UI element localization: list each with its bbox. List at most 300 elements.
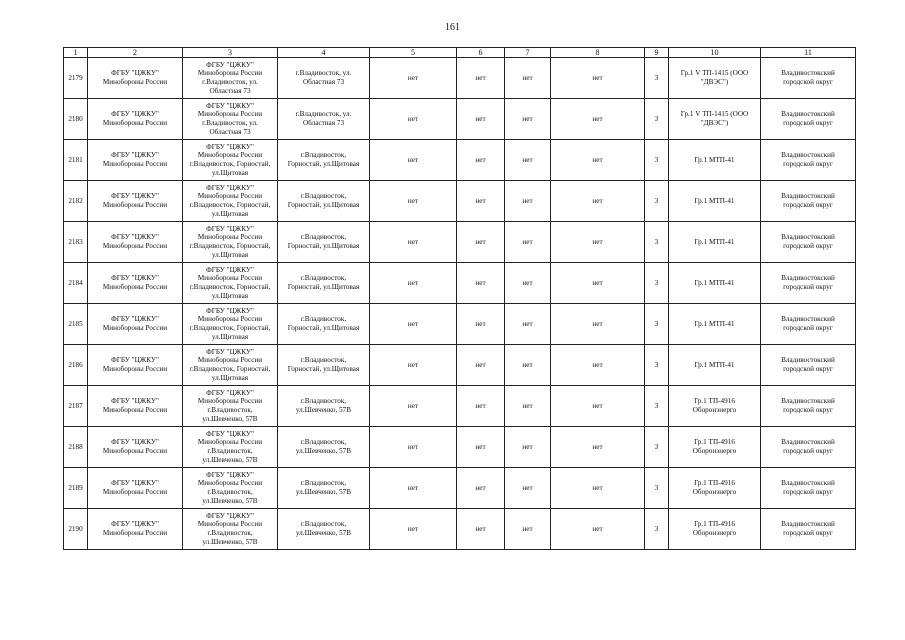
source-cell-line: Оборонэнерго bbox=[692, 447, 737, 455]
col5-cell bbox=[370, 58, 457, 99]
col7-cell-line: нет bbox=[522, 360, 533, 369]
owner-cell-line: Минобороны России bbox=[102, 242, 168, 250]
col9-cell bbox=[645, 181, 669, 222]
owner-cell bbox=[88, 181, 183, 222]
holder-cell-line: г.Владивосток, Горностай, bbox=[189, 242, 271, 250]
holder-cell-line: Минобороны России bbox=[197, 356, 263, 365]
address-cell-line: Областная 73 bbox=[302, 78, 345, 86]
district-cell bbox=[761, 304, 856, 345]
owner-cell bbox=[88, 263, 183, 304]
col9-cell-line: 3 bbox=[654, 196, 659, 205]
col7-cell-line: нет bbox=[522, 524, 533, 533]
col7-cell-line: нет bbox=[522, 196, 533, 205]
col8-cell-line: нет bbox=[592, 196, 603, 205]
col6-cell-content bbox=[458, 197, 503, 206]
row-number-cell-content bbox=[65, 279, 86, 288]
address-cell-line: г.Владивосток, bbox=[300, 356, 347, 365]
column-header-8: 8 bbox=[551, 48, 645, 58]
owner-cell-content bbox=[89, 479, 181, 496]
holder-cell bbox=[183, 99, 278, 140]
address-cell-line: Областная 73 bbox=[302, 119, 345, 127]
holder-cell-content bbox=[184, 307, 276, 341]
owner-cell-line: Минобороны России bbox=[102, 447, 168, 455]
col5-cell bbox=[370, 99, 457, 140]
row-number-cell-content bbox=[65, 402, 86, 411]
holder-cell-line: ул.Щитовая bbox=[211, 332, 249, 341]
col5-cell-content bbox=[371, 320, 455, 329]
owner-cell-content bbox=[89, 397, 181, 414]
holder-cell-line: ФГБУ "ЦЖКУ" bbox=[206, 347, 254, 356]
col9-cell-line: 3 bbox=[654, 401, 659, 410]
col5-cell-content bbox=[371, 279, 455, 288]
district-cell-line: городской округ bbox=[783, 119, 833, 127]
col8-cell-line: нет bbox=[592, 401, 603, 410]
col8-cell bbox=[551, 468, 645, 509]
district-cell-content bbox=[762, 274, 854, 291]
owner-cell-line: ФГБУ "ЦЖКУ" bbox=[111, 151, 159, 160]
col7-cell bbox=[505, 263, 551, 304]
col7-cell-line: нет bbox=[522, 114, 533, 123]
row-number-cell bbox=[64, 140, 88, 181]
holder-cell bbox=[183, 509, 278, 550]
col7-cell bbox=[505, 58, 551, 99]
holder-cell-content bbox=[184, 225, 276, 259]
col9-cell bbox=[645, 140, 669, 181]
row-number-cell-content bbox=[65, 361, 86, 370]
source-cell-content bbox=[670, 110, 759, 127]
owner-cell-content bbox=[89, 315, 181, 332]
holder-cell-line: Минобороны России bbox=[197, 69, 263, 78]
holder-cell-content bbox=[184, 430, 276, 464]
col5-cell-content bbox=[371, 484, 455, 493]
row-number-cell-line: 2185 bbox=[68, 319, 83, 328]
holder-cell-content bbox=[184, 102, 276, 136]
col9-cell bbox=[645, 427, 669, 468]
source-cell bbox=[669, 99, 761, 140]
col9-cell-line: 3 bbox=[654, 360, 659, 369]
col6-cell bbox=[457, 58, 505, 99]
owner-cell-content bbox=[89, 520, 181, 537]
district-cell-line: Владивостокский bbox=[781, 233, 835, 242]
col9-cell bbox=[645, 345, 669, 386]
district-cell bbox=[761, 509, 856, 550]
row-number-cell bbox=[64, 99, 88, 140]
row-number-cell bbox=[64, 304, 88, 345]
column-header-1: 1 bbox=[64, 48, 88, 58]
col9-cell bbox=[645, 386, 669, 427]
col8-cell-content bbox=[552, 484, 643, 493]
owner-cell bbox=[88, 222, 183, 263]
address-cell-line: ул.Шевченко, 57В bbox=[295, 529, 352, 537]
owner-cell-line: ФГБУ "ЦЖКУ" bbox=[111, 315, 159, 324]
holder-cell-line: Минобороны России bbox=[197, 479, 263, 488]
address-cell-line: Горностай, ул.Щитовая bbox=[287, 365, 360, 373]
col7-cell-content bbox=[506, 443, 549, 452]
table-body bbox=[64, 58, 856, 550]
holder-cell-line: г.Владивосток, Горностай, bbox=[189, 324, 271, 332]
holder-cell-content bbox=[184, 143, 276, 177]
district-cell-line: Владивостокский bbox=[781, 110, 835, 119]
col5-cell-content bbox=[371, 402, 455, 411]
table-row bbox=[64, 304, 856, 345]
owner-cell bbox=[88, 427, 183, 468]
col5-cell-line: нет bbox=[407, 319, 419, 328]
holder-cell-line: Областная 73 bbox=[209, 86, 251, 95]
col9-cell-line: 3 bbox=[654, 524, 659, 533]
source-cell-line: Гр.1 МТП-41 bbox=[694, 360, 735, 369]
col6-cell bbox=[457, 345, 505, 386]
col5-cell-line: нет bbox=[407, 524, 419, 533]
address-cell bbox=[278, 181, 370, 222]
col8-cell bbox=[551, 181, 645, 222]
owner-cell-content bbox=[89, 69, 181, 86]
col7-cell-line: нет bbox=[522, 319, 533, 328]
owner-cell-line: Минобороны России bbox=[102, 324, 168, 332]
address-cell bbox=[278, 427, 370, 468]
row-number-cell-content bbox=[65, 484, 86, 493]
col5-cell-line: нет bbox=[407, 237, 419, 246]
col6-cell-line: нет bbox=[475, 483, 486, 492]
holder-cell-line: Минобороны России bbox=[197, 438, 263, 447]
holder-cell-line: ул.Шевченко, 57В bbox=[202, 496, 258, 505]
address-cell-line: г.Владивосток, bbox=[300, 274, 347, 283]
col5-cell-line: нет bbox=[407, 196, 419, 205]
holder-cell-line: ул.Шевченко, 57В bbox=[202, 414, 258, 423]
col5-cell-content bbox=[371, 74, 455, 83]
address-cell bbox=[278, 468, 370, 509]
source-cell-line: Гр.1 МТП-41 bbox=[694, 237, 735, 246]
holder-cell bbox=[183, 181, 278, 222]
col9-cell bbox=[645, 304, 669, 345]
source-cell bbox=[669, 140, 761, 181]
column-header-5: 5 bbox=[370, 48, 457, 58]
col9-cell-line: 3 bbox=[654, 483, 659, 492]
district-cell bbox=[761, 140, 856, 181]
holder-cell-line: г.Владивосток, ул. bbox=[202, 78, 258, 86]
district-cell bbox=[761, 386, 856, 427]
district-cell-line: Владивостокский bbox=[781, 438, 835, 447]
holder-cell-line: Областная 73 bbox=[209, 127, 251, 136]
address-cell-line: Горностай, ул.Щитовая bbox=[287, 160, 360, 168]
col9-cell bbox=[645, 263, 669, 304]
col5-cell bbox=[370, 509, 457, 550]
address-cell-content bbox=[279, 520, 368, 537]
owner-cell-line: ФГБУ "ЦЖКУ" bbox=[111, 438, 159, 447]
holder-cell-line: ФГБУ "ЦЖКУ" bbox=[206, 511, 254, 520]
source-cell-line: Гр.1 ТП-4916 bbox=[694, 520, 735, 529]
owner-cell-content bbox=[89, 356, 181, 373]
district-cell-line: городской округ bbox=[783, 242, 833, 250]
column-header-9: 9 bbox=[645, 48, 669, 58]
col6-cell-content bbox=[458, 156, 503, 165]
district-cell-line: городской округ bbox=[783, 201, 833, 209]
col8-cell-line: нет bbox=[592, 114, 603, 123]
col9-cell bbox=[645, 58, 669, 99]
col5-cell bbox=[370, 140, 457, 181]
holder-cell-line: Минобороны России bbox=[197, 397, 263, 406]
district-cell-line: городской округ bbox=[783, 406, 833, 414]
col6-cell bbox=[457, 509, 505, 550]
holder-cell-line: ФГБУ "ЦЖКУ" bbox=[206, 388, 254, 397]
source-cell-content bbox=[670, 479, 759, 496]
owner-cell-line: ФГБУ "ЦЖКУ" bbox=[111, 69, 159, 78]
district-cell-content bbox=[762, 397, 854, 414]
col9-cell-content bbox=[646, 115, 667, 124]
col9-cell-content bbox=[646, 402, 667, 411]
col5-cell-content bbox=[371, 115, 455, 124]
district-cell-line: Владивостокский bbox=[781, 315, 835, 324]
col5-cell-content bbox=[371, 443, 455, 452]
district-cell-content bbox=[762, 151, 854, 168]
col6-cell-content bbox=[458, 74, 503, 83]
table-row bbox=[64, 222, 856, 263]
source-cell-content bbox=[670, 438, 759, 455]
source-cell-line: Гр.1 V ТП-1415 (ООО bbox=[680, 69, 749, 78]
holder-cell bbox=[183, 58, 278, 99]
address-cell-line: ул.Шевченко, 57В bbox=[295, 447, 352, 455]
row-number-cell-content bbox=[65, 156, 86, 165]
address-cell-line: Горностай, ул.Щитовая bbox=[287, 201, 360, 209]
table-row bbox=[64, 468, 856, 509]
owner-cell-content bbox=[89, 151, 181, 168]
district-cell-content bbox=[762, 520, 854, 537]
col6-cell-content bbox=[458, 443, 503, 452]
col6-cell-content bbox=[458, 238, 503, 247]
holder-cell-line: ул.Щитовая bbox=[211, 373, 249, 382]
col9-cell-line: 3 bbox=[654, 155, 659, 164]
col5-cell-content bbox=[371, 197, 455, 206]
source-cell-content bbox=[670, 320, 759, 329]
row-number-cell-line: 2183 bbox=[68, 237, 83, 246]
col6-cell bbox=[457, 99, 505, 140]
col9-cell-content bbox=[646, 525, 667, 534]
district-cell-line: городской округ bbox=[783, 488, 833, 496]
owner-cell-content bbox=[89, 233, 181, 250]
col8-cell bbox=[551, 222, 645, 263]
district-cell-line: Владивостокский bbox=[781, 479, 835, 488]
district-cell bbox=[761, 181, 856, 222]
address-cell-line: г.Владивосток, ул. bbox=[295, 110, 352, 119]
col9-cell-line: 3 bbox=[654, 319, 659, 328]
source-cell bbox=[669, 345, 761, 386]
column-header-6: 6 bbox=[457, 48, 505, 58]
address-cell-content bbox=[279, 192, 368, 209]
col7-cell-content bbox=[506, 484, 549, 493]
col6-cell bbox=[457, 222, 505, 263]
source-cell bbox=[669, 386, 761, 427]
district-cell bbox=[761, 263, 856, 304]
source-cell-line: Оборонэнерго bbox=[692, 488, 737, 496]
address-cell-content bbox=[279, 438, 368, 455]
address-cell-line: г.Владивосток, bbox=[300, 151, 347, 160]
col6-cell-content bbox=[458, 484, 503, 493]
holder-cell-line: ул.Щитовая bbox=[211, 168, 249, 177]
holder-cell bbox=[183, 140, 278, 181]
col7-cell bbox=[505, 345, 551, 386]
owner-cell bbox=[88, 386, 183, 427]
col5-cell bbox=[370, 427, 457, 468]
table-row bbox=[64, 140, 856, 181]
address-cell-line: г.Владивосток, ул. bbox=[295, 69, 352, 78]
address-cell bbox=[278, 222, 370, 263]
district-cell-content bbox=[762, 356, 854, 373]
col8-cell bbox=[551, 58, 645, 99]
col5-cell bbox=[370, 181, 457, 222]
address-cell-line: ул.Шевченко, 57В bbox=[295, 488, 352, 496]
source-cell bbox=[669, 58, 761, 99]
table-row bbox=[64, 263, 856, 304]
district-cell-line: Владивостокский bbox=[781, 69, 835, 78]
source-cell bbox=[669, 509, 761, 550]
source-cell-content bbox=[670, 520, 759, 537]
column-header-11: 11 bbox=[761, 48, 856, 58]
col5-cell bbox=[370, 263, 457, 304]
source-cell-line: Гр.1 МТП-41 bbox=[694, 196, 735, 205]
row-number-cell-line: 2186 bbox=[68, 360, 83, 369]
col7-cell bbox=[505, 509, 551, 550]
source-cell-line: Гр.1 ТП-4916 bbox=[694, 397, 735, 406]
row-number-cell-content bbox=[65, 74, 86, 83]
source-cell-line: Оборонэнерго bbox=[692, 529, 737, 537]
district-cell-line: городской округ bbox=[783, 283, 833, 291]
table-row bbox=[64, 386, 856, 427]
col5-cell bbox=[370, 304, 457, 345]
district-cell-content bbox=[762, 192, 854, 209]
district-cell bbox=[761, 222, 856, 263]
col7-cell-content bbox=[506, 320, 549, 329]
row-number-cell bbox=[64, 468, 88, 509]
owner-cell-line: ФГБУ "ЦЖКУ" bbox=[111, 233, 159, 242]
address-cell-line: г.Владивосток, bbox=[300, 233, 347, 242]
row-number-cell bbox=[64, 427, 88, 468]
source-cell-content bbox=[670, 238, 759, 247]
holder-cell-content bbox=[184, 471, 276, 505]
owner-cell bbox=[88, 345, 183, 386]
col7-cell-content bbox=[506, 156, 549, 165]
col7-cell-content bbox=[506, 525, 549, 534]
holder-cell-line: ФГБУ "ЦЖКУ" bbox=[206, 142, 254, 151]
col9-cell-line: 3 bbox=[654, 442, 659, 451]
address-cell bbox=[278, 345, 370, 386]
holder-cell bbox=[183, 222, 278, 263]
holder-cell-line: Минобороны России bbox=[197, 274, 263, 283]
holder-cell-line: ФГБУ "ЦЖКУ" bbox=[206, 265, 254, 274]
source-cell-line: Гр.1 ТП-4916 bbox=[694, 438, 735, 447]
address-cell-content bbox=[279, 274, 368, 291]
table-row bbox=[64, 509, 856, 550]
row-number-cell-line: 2179 bbox=[68, 73, 83, 82]
owner-cell-line: Минобороны России bbox=[102, 406, 168, 414]
row-number-cell-content bbox=[65, 320, 86, 329]
row-number-cell-content bbox=[65, 525, 86, 534]
col7-cell-line: нет bbox=[522, 442, 533, 451]
holder-cell-line: г.Владивосток, Горностай, bbox=[189, 201, 271, 209]
col7-cell-content bbox=[506, 279, 549, 288]
col7-cell bbox=[505, 140, 551, 181]
col6-cell-line: нет bbox=[475, 73, 486, 82]
district-cell bbox=[761, 99, 856, 140]
owner-cell-line: Минобороны России bbox=[102, 283, 168, 291]
holder-cell-line: г.Владивосток, Горностай, bbox=[189, 160, 271, 168]
district-cell-line: Владивостокский bbox=[781, 192, 835, 201]
owner-cell-line: ФГБУ "ЦЖКУ" bbox=[111, 110, 159, 119]
address-cell bbox=[278, 140, 370, 181]
col5-cell-content bbox=[371, 156, 455, 165]
district-cell-line: городской округ bbox=[783, 447, 833, 455]
holder-cell-content bbox=[184, 266, 276, 300]
source-cell bbox=[669, 304, 761, 345]
col9-cell bbox=[645, 222, 669, 263]
col6-cell-line: нет bbox=[475, 237, 486, 246]
col7-cell-line: нет bbox=[522, 483, 533, 492]
address-cell-content bbox=[279, 69, 368, 86]
address-cell-content bbox=[279, 151, 368, 168]
owner-cell-line: Минобороны России bbox=[102, 160, 168, 168]
col8-cell-content bbox=[552, 443, 643, 452]
district-cell bbox=[761, 468, 856, 509]
table-header bbox=[64, 48, 856, 58]
address-cell-content bbox=[279, 356, 368, 373]
source-cell-line: Гр.1 V ТП-1415 (ООО bbox=[680, 110, 749, 119]
col5-cell-content bbox=[371, 238, 455, 247]
col7-cell-content bbox=[506, 402, 549, 411]
source-cell bbox=[669, 468, 761, 509]
col7-cell bbox=[505, 181, 551, 222]
col6-cell-line: нет bbox=[475, 524, 486, 533]
holder-cell-line: ФГБУ "ЦЖКУ" bbox=[206, 101, 254, 110]
column-header-4: 4 bbox=[278, 48, 370, 58]
col6-cell-content bbox=[458, 361, 503, 370]
source-cell bbox=[669, 427, 761, 468]
col5-cell-line: нет bbox=[407, 483, 419, 492]
col8-cell-content bbox=[552, 279, 643, 288]
col9-cell-line: 3 bbox=[654, 73, 659, 82]
column-header-7: 7 bbox=[505, 48, 551, 58]
col6-cell-line: нет bbox=[475, 360, 486, 369]
col9-cell-content bbox=[646, 197, 667, 206]
col5-cell bbox=[370, 345, 457, 386]
header-row bbox=[64, 48, 856, 58]
owner-cell-line: ФГБУ "ЦЖКУ" bbox=[111, 356, 159, 365]
source-cell bbox=[669, 222, 761, 263]
holder-cell-line: ул.Шевченко, 57В bbox=[202, 537, 258, 546]
holder-cell bbox=[183, 304, 278, 345]
row-number-cell bbox=[64, 386, 88, 427]
col8-cell-content bbox=[552, 320, 643, 329]
col6-cell-line: нет bbox=[475, 319, 486, 328]
table-row bbox=[64, 181, 856, 222]
col6-cell-line: нет bbox=[475, 196, 486, 205]
row-number-cell-content bbox=[65, 115, 86, 124]
col7-cell-line: нет bbox=[522, 237, 533, 246]
holder-cell-line: Минобороны России bbox=[197, 110, 263, 119]
col8-cell-line: нет bbox=[592, 483, 603, 492]
district-cell-content bbox=[762, 110, 854, 127]
col9-cell-content bbox=[646, 484, 667, 493]
col7-cell-content bbox=[506, 361, 549, 370]
owner-cell bbox=[88, 58, 183, 99]
col9-cell-line: 3 bbox=[654, 114, 659, 123]
holder-cell-line: ФГБУ "ЦЖКУ" bbox=[206, 224, 254, 233]
source-cell-content bbox=[670, 397, 759, 414]
col8-cell-line: нет bbox=[592, 319, 603, 328]
address-cell bbox=[278, 386, 370, 427]
col9-cell bbox=[645, 99, 669, 140]
row-number-cell-line: 2182 bbox=[68, 196, 83, 205]
owner-cell-content bbox=[89, 110, 181, 127]
page-number: 161 bbox=[445, 22, 460, 33]
col9-cell bbox=[645, 509, 669, 550]
